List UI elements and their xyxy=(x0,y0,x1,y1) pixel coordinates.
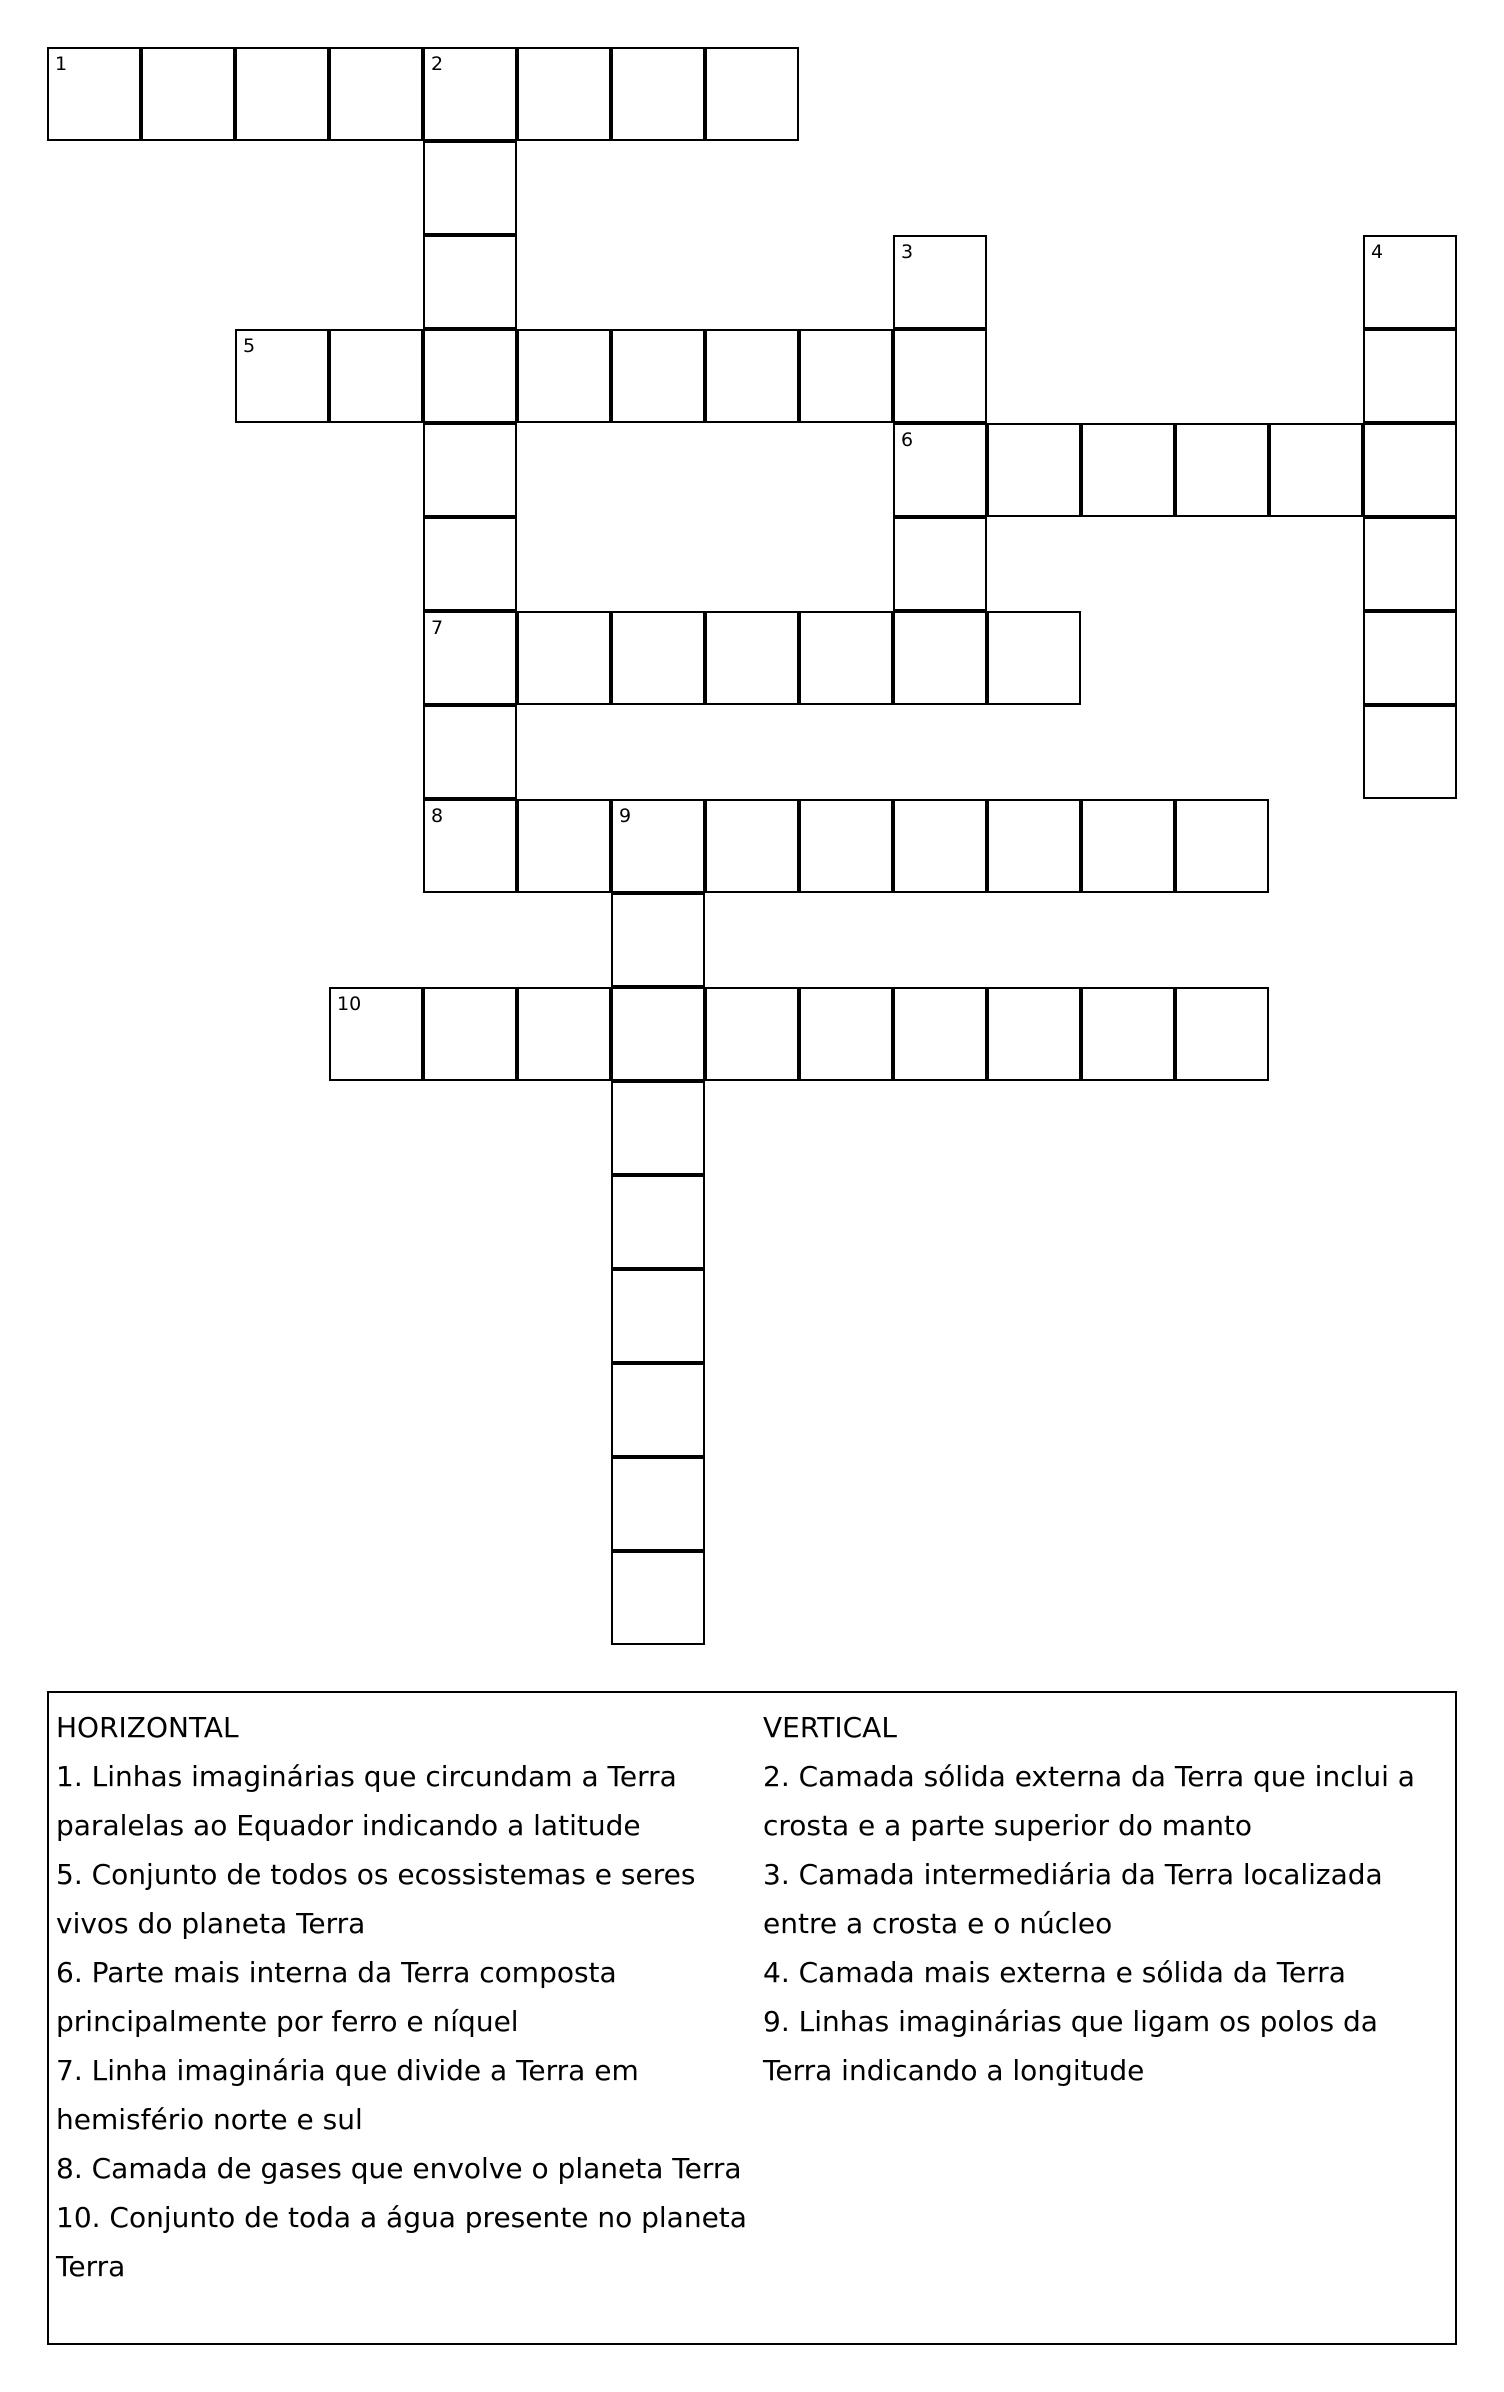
crossword-cell[interactable] xyxy=(1175,987,1269,1081)
crossword-cell[interactable] xyxy=(423,987,517,1081)
clue-across-10: 10. Conjunto de toda a água presente no planeta Terra xyxy=(56,2201,747,2283)
crossword-cell[interactable] xyxy=(893,235,987,329)
crossword-cell[interactable] xyxy=(611,611,705,705)
crossword-cell[interactable] xyxy=(611,893,705,987)
clue-number: 4 xyxy=(1371,241,1384,263)
crossword-cell[interactable] xyxy=(329,47,423,141)
crossword-cell[interactable] xyxy=(705,47,799,141)
clue-across-5: 5. Conjunto de todos os ecossistemas e seres vivos do planeta Terra xyxy=(56,1858,696,1940)
crossword-cell[interactable] xyxy=(1081,987,1175,1081)
vertical-clues xyxy=(763,1703,1443,2095)
clue-across-1: 1. Linhas imaginárias que circundam a Terra paralelas ao Equador indicando a latitude xyxy=(56,1760,677,1842)
crossword-cell[interactable] xyxy=(423,423,517,517)
crossword-cell[interactable] xyxy=(47,47,141,141)
crossword-cell[interactable] xyxy=(987,987,1081,1081)
crossword-cell[interactable] xyxy=(235,329,329,423)
crossword-cell[interactable] xyxy=(1363,329,1457,423)
crossword-cell[interactable] xyxy=(329,987,423,1081)
crossword-cell[interactable] xyxy=(141,47,235,141)
crossword-cell[interactable] xyxy=(423,799,517,893)
crossword-cell[interactable] xyxy=(423,611,517,705)
crossword-cell[interactable] xyxy=(1269,423,1363,517)
clue-down-9: 9. Linhas imaginárias que ligam os polos da Terra indicando a longitude xyxy=(763,2005,1378,2087)
crossword-cell[interactable] xyxy=(1081,423,1175,517)
crossword-cell[interactable] xyxy=(893,987,987,1081)
crossword-cell[interactable] xyxy=(423,517,517,611)
crossword-cell[interactable] xyxy=(705,611,799,705)
crossword-cell[interactable] xyxy=(611,1551,705,1645)
crossword-cell[interactable] xyxy=(235,47,329,141)
crossword-cell[interactable] xyxy=(799,799,893,893)
clue-number: 3 xyxy=(901,241,914,263)
crossword-cell[interactable] xyxy=(987,611,1081,705)
crossword-cell[interactable] xyxy=(893,329,987,423)
crossword-cell[interactable] xyxy=(517,47,611,141)
crossword-cell[interactable] xyxy=(611,47,705,141)
crossword-cell[interactable] xyxy=(329,329,423,423)
clue-number: 1 xyxy=(55,53,68,75)
crossword-cell[interactable] xyxy=(423,235,517,329)
crossword-cell[interactable] xyxy=(1363,423,1457,517)
clue-across-6: 6. Parte mais interna da Terra composta principalmente por ferro e níquel xyxy=(56,1956,617,2038)
crossword-cell[interactable] xyxy=(893,611,987,705)
crossword-cell[interactable] xyxy=(611,799,705,893)
crossword-cell[interactable] xyxy=(423,705,517,799)
crossword-cell[interactable] xyxy=(611,329,705,423)
crossword-cell[interactable] xyxy=(611,1363,705,1457)
clue-down-2: 2. Camada sólida externa da Terra que inclui a crosta e a parte superior do manto xyxy=(763,1760,1415,1842)
crossword-cell[interactable] xyxy=(517,987,611,1081)
crossword-cell[interactable] xyxy=(893,799,987,893)
crossword-cell[interactable] xyxy=(1175,423,1269,517)
crossword-cell[interactable] xyxy=(611,1175,705,1269)
clue-number: 7 xyxy=(431,617,444,639)
crossword-cell[interactable] xyxy=(799,329,893,423)
crossword-cell[interactable] xyxy=(799,611,893,705)
crossword-cell[interactable] xyxy=(705,987,799,1081)
crossword-cell[interactable] xyxy=(423,141,517,235)
crossword-cell[interactable] xyxy=(987,799,1081,893)
vertical-heading: VERTICAL xyxy=(763,1711,897,1744)
clue-number: 2 xyxy=(431,53,444,75)
clue-down-3: 3. Camada intermediária da Terra localizada entre a crosta e o núcleo xyxy=(763,1858,1383,1940)
crossword-cell[interactable] xyxy=(1363,235,1457,329)
clue-number: 8 xyxy=(431,805,444,827)
clue-number: 10 xyxy=(337,993,362,1015)
horizontal-clues xyxy=(56,1703,756,2291)
crossword-cell[interactable] xyxy=(705,329,799,423)
crossword-cell[interactable] xyxy=(893,423,987,517)
crossword-cell[interactable] xyxy=(423,329,517,423)
crossword-cell[interactable] xyxy=(1363,705,1457,799)
clues-box xyxy=(47,1691,1457,2345)
crossword-cell[interactable] xyxy=(1363,517,1457,611)
crossword-cell[interactable] xyxy=(1175,799,1269,893)
crossword-cell[interactable] xyxy=(893,517,987,611)
clue-number: 9 xyxy=(619,805,632,827)
clue-number: 5 xyxy=(243,335,256,357)
crossword-cell[interactable] xyxy=(799,987,893,1081)
crossword-cell[interactable] xyxy=(423,47,517,141)
crossword-cell[interactable] xyxy=(611,1081,705,1175)
horizontal-heading: HORIZONTAL xyxy=(56,1711,239,1744)
crossword-cell[interactable] xyxy=(517,329,611,423)
clue-number: 6 xyxy=(901,429,914,451)
clue-down-4: 4. Camada mais externa e sólida da Terra xyxy=(763,1956,1346,1989)
crossword-cell[interactable] xyxy=(611,1269,705,1363)
crossword-cell[interactable] xyxy=(1363,611,1457,705)
crossword-cell[interactable] xyxy=(517,611,611,705)
crossword-cell[interactable] xyxy=(611,1457,705,1551)
crossword-cell[interactable] xyxy=(1081,799,1175,893)
crossword-cell[interactable] xyxy=(517,799,611,893)
crossword-cell[interactable] xyxy=(705,799,799,893)
crossword-cell[interactable] xyxy=(611,987,705,1081)
clue-across-7: 7. Linha imaginária que divide a Terra em hemisfério norte e sul xyxy=(56,2054,639,2136)
crossword-cell[interactable] xyxy=(987,423,1081,517)
clue-across-8: 8. Camada de gases que envolve o planeta Terra xyxy=(56,2152,742,2185)
